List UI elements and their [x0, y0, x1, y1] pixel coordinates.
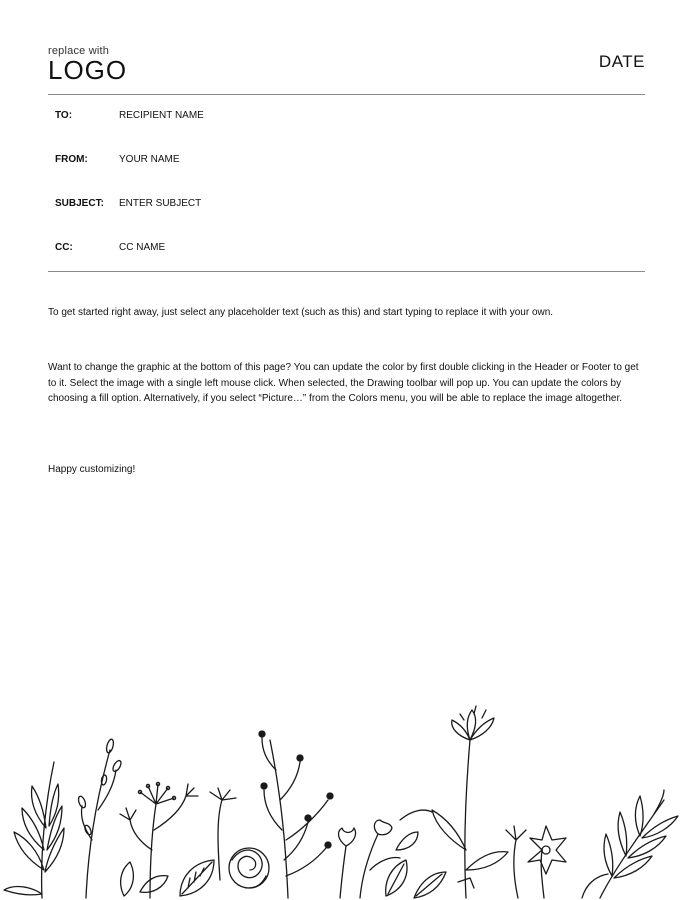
your-name-field[interactable]: YOUR NAME	[119, 154, 180, 165]
body-paragraph-1[interactable]: To get started right away, just select any placeholder text (such as this) and start typing to replace it with your own.	[48, 307, 554, 318]
subject-label: SUBJECT:	[55, 198, 104, 209]
small-blossoms	[339, 820, 418, 898]
subject-field[interactable]: ENTER SUBJECT	[119, 198, 202, 209]
fern-right	[582, 790, 678, 898]
star-flower	[506, 826, 566, 898]
fields-divider	[48, 271, 645, 272]
leaf-cluster	[121, 860, 214, 896]
header-divider	[48, 94, 645, 95]
fern-left	[4, 762, 64, 898]
buds	[77, 738, 122, 898]
logo-caption: replace with	[48, 45, 110, 57]
recipient-name-field[interactable]: RECIPIENT NAME	[119, 110, 204, 121]
floral-footer-graphic[interactable]	[0, 700, 693, 900]
from-label: FROM:	[55, 154, 88, 165]
date-field[interactable]: DATE	[598, 52, 645, 71]
body-paragraph-3[interactable]: Happy customizing!	[48, 464, 136, 475]
seed-sprays	[120, 782, 236, 898]
logo-text: LOGO	[48, 55, 128, 85]
tall-flower	[432, 706, 508, 898]
to-label: TO:	[55, 110, 73, 121]
cc-name-field[interactable]: CC NAME	[119, 242, 166, 253]
berry-stem	[259, 731, 333, 898]
body-paragraph-2[interactable]: Want to change the graphic at the bottom of this page? You can update the color by first double clicking in the Header or Footer to get to it. Select the image with a single left mouse click. When selected, the Drawing toolbar will pop up. You can update the colors by choosing a fill option. Alternatively, if you select “Picture…” from the Colors menu, you will be able to replace the image altogether.	[48, 362, 639, 405]
rose-flower	[229, 848, 269, 888]
logo[interactable]	[48, 45, 128, 85]
cc-label: CC:	[55, 242, 73, 253]
